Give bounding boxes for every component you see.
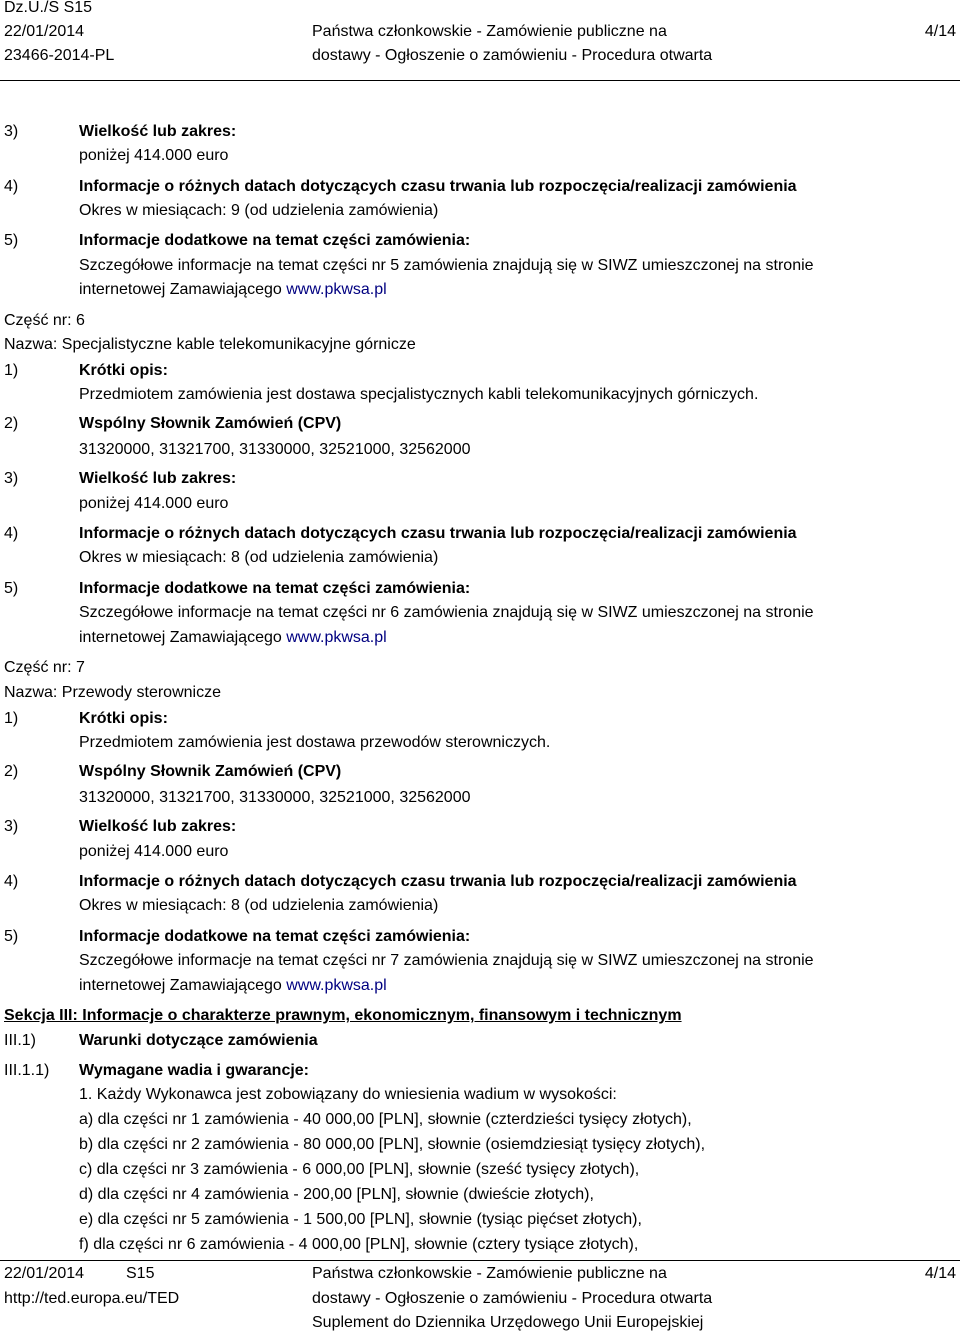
item-title: Wspólny Słownik Zamówień (CPV) — [79, 763, 342, 780]
guarantee-line: e) dla części nr 5 zamówienia - 1 500,00 [PLN], słownie (tysiąc pięćset złotych), — [79, 1211, 642, 1228]
footer-divider — [0, 1260, 960, 1261]
part-name: Nazwa: Przewody sterownicze — [4, 684, 221, 701]
item-title: Wspólny Słownik Zamówień (CPV) — [79, 415, 342, 432]
footer-title-line2: dostawy - Ogłoszenie o zamówieniu - Procedura otwarta — [312, 1290, 713, 1307]
item-num: 2) — [4, 415, 19, 432]
part-label: Część nr: 7 — [4, 659, 85, 676]
part-label: Część nr: 6 — [4, 312, 85, 329]
section-heading: Sekcja III: Informacje o charakterze prawnym, ekonomicznym, finansowym i technicznym — [4, 1007, 682, 1024]
header-page-number: 4/14 — [924, 23, 956, 40]
item-tail-text: internetowej Zamawiającego — [79, 281, 287, 298]
website-link[interactable]: www.pkwsa.pl — [286, 977, 387, 994]
item-num: 1) — [4, 362, 19, 379]
item-title: Krótki opis: — [79, 362, 168, 379]
guarantee-line: f) dla części nr 6 zamówienia - 4 000,00 [PLN], słownie (cztery tysiące złotych), — [79, 1236, 639, 1253]
item-value: Szczegółowe informacje na temat części nr 6 zamówienia znajdują się w SIWZ umieszczonej na stronie — [79, 604, 814, 621]
item-value: poniżej 414.000 euro — [79, 495, 229, 512]
item-num: 4) — [4, 178, 19, 195]
guarantee-line: c) dla części nr 3 zamówienia - 6 000,00 [PLN], słownie (sześć tysięcy złotych), — [79, 1161, 640, 1178]
item-value-tail — [79, 280, 387, 300]
header-journal-ref: Dz.U./S S15 — [4, 0, 93, 16]
item-value: Przedmiotem zamówienia jest dostawa przewodów sterowniczych. — [79, 734, 551, 751]
header-date: 22/01/2014 — [4, 23, 85, 40]
guarantee-line: d) dla części nr 4 zamówienia - 200,00 [PLN], słownie (dwieście złotych), — [79, 1186, 594, 1203]
item-value: 31320000, 31321700, 31330000, 32521000, 32562000 — [79, 789, 471, 806]
item-title: Informacje o różnych datach dotyczących czasu trwania lub rozpoczęcia/realizacji zamówienia — [79, 873, 797, 890]
item-title: Wielkość lub zakres: — [79, 123, 237, 140]
footer-date: 22/01/2014 — [4, 1265, 85, 1282]
item-title: Informacje dodatkowe na temat części zamówienia: — [79, 928, 471, 945]
item-title: Wielkość lub zakres: — [79, 470, 237, 487]
item-title: Informacje o różnych datach dotyczących czasu trwania lub rozpoczęcia/realizacji zamówienia — [79, 525, 797, 542]
item-num: 5) — [4, 232, 19, 249]
item-title: Wielkość lub zakres: — [79, 818, 237, 835]
item-tail-text: internetowej Zamawiającego — [79, 629, 287, 646]
item-num: 2) — [4, 763, 19, 780]
header-title-line2: dostawy - Ogłoszenie o zamówieniu - Procedura otwarta — [312, 47, 713, 64]
part-name: Nazwa: Specjalistyczne kable telekomunikacyjne górnicze — [4, 336, 416, 353]
guarantee-line: a) dla części nr 1 zamówienia - 40 000,00 [PLN], słownie (czterdzieści tysięcy złotych), — [79, 1111, 692, 1128]
item-num: 4) — [4, 525, 19, 542]
item-value: poniżej 414.000 euro — [79, 147, 229, 164]
item-title: Informacje dodatkowe na temat części zamówienia: — [79, 580, 471, 597]
item-num: 5) — [4, 928, 19, 945]
header-title-line1: Państwa członkowskie - Zamówienie publiczne na — [312, 23, 667, 40]
item-num: 4) — [4, 873, 19, 890]
item-num: 5) — [4, 580, 19, 597]
subsection-num: III.1) — [4, 1032, 37, 1049]
subsection-title: Warunki dotyczące zamówienia — [79, 1032, 318, 1049]
subsection-num: III.1.1) — [4, 1062, 50, 1079]
item-value: Okres w miesiącach: 8 (od udzielenia zamówienia) — [79, 897, 439, 914]
guarantee-line: b) dla części nr 2 zamówienia - 80 000,00 [PLN], słownie (osiemdziesiąt tysięcy złotych), — [79, 1136, 706, 1153]
header-divider — [0, 80, 960, 81]
item-value: Okres w miesiącach: 8 (od udzielenia zamówienia) — [79, 549, 439, 566]
item-title: Krótki opis: — [79, 710, 168, 727]
footer-page-number: 4/14 — [924, 1265, 956, 1282]
footer-title-line1: Państwa członkowskie - Zamówienie publiczne na — [312, 1265, 667, 1282]
item-value-tail — [79, 976, 387, 996]
item-value: poniżej 414.000 euro — [79, 843, 229, 860]
item-value: Szczegółowe informacje na temat części nr 5 zamówienia znajdują się w SIWZ umieszczonej na stronie — [79, 257, 814, 274]
item-value: Szczegółowe informacje na temat części nr 7 zamówienia znajdują się w SIWZ umieszczonej na stronie — [79, 952, 814, 969]
footer-code: S15 — [126, 1265, 155, 1282]
item-value: Okres w miesiącach: 9 (od udzielenia zamówienia) — [79, 202, 439, 219]
footer-url[interactable]: http://ted.europa.eu/TED — [4, 1290, 180, 1307]
item-num: 3) — [4, 123, 19, 140]
item-title: Informacje dodatkowe na temat części zamówienia: — [79, 232, 471, 249]
guarantee-line: 1. Każdy Wykonawca jest zobowiązany do wniesienia wadium w wysokości: — [79, 1086, 617, 1103]
website-link[interactable]: www.pkwsa.pl — [286, 281, 387, 298]
item-num: 3) — [4, 818, 19, 835]
item-value: 31320000, 31321700, 31330000, 32521000, 32562000 — [79, 441, 471, 458]
item-tail-text: internetowej Zamawiającego — [79, 977, 287, 994]
item-value-tail — [79, 628, 387, 648]
subsection-title: Wymagane wadia i gwarancje: — [79, 1062, 310, 1079]
header-notice-id: 23466-2014-PL — [4, 47, 115, 64]
item-num: 3) — [4, 470, 19, 487]
item-num: 1) — [4, 710, 19, 727]
item-value: Przedmiotem zamówienia jest dostawa specjalistycznych kabli telekomunikacyjnych górniczych. — [79, 386, 759, 403]
footer-title-line3: Suplement do Dziennika Urzędowego Unii Europejskiej — [312, 1314, 704, 1331]
item-title: Informacje o różnych datach dotyczących czasu trwania lub rozpoczęcia/realizacji zamówienia — [79, 178, 797, 195]
website-link[interactable]: www.pkwsa.pl — [286, 629, 387, 646]
